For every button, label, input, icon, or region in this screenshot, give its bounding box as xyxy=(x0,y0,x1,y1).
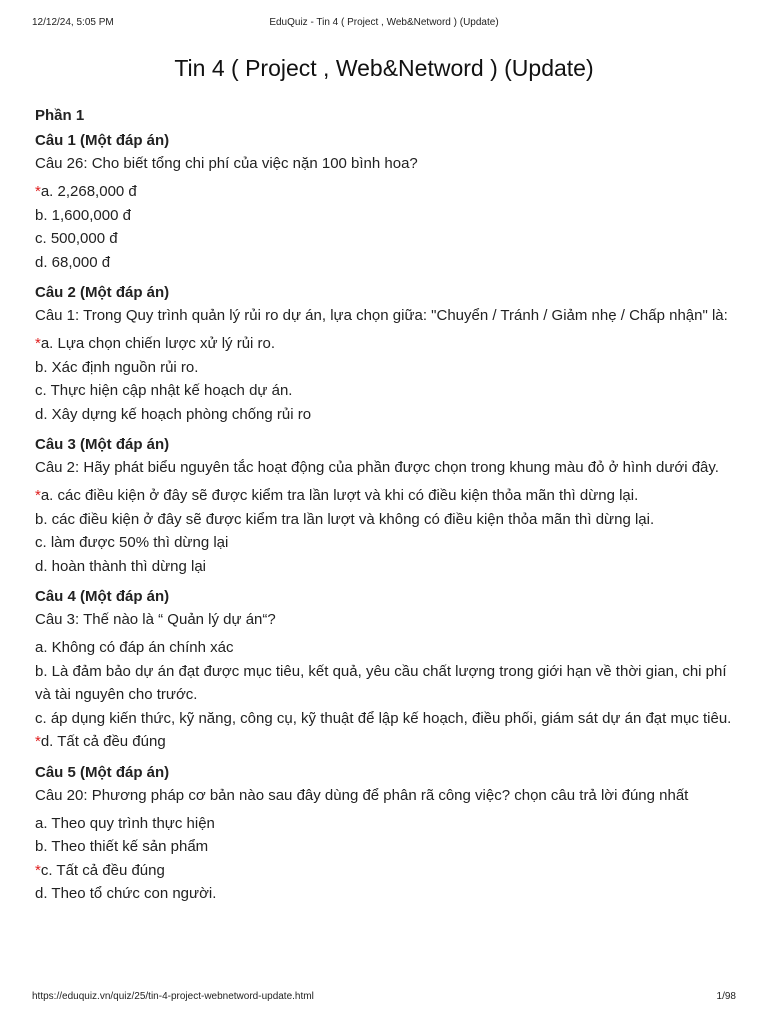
print-footer xyxy=(32,991,736,1005)
answer-option xyxy=(35,180,738,204)
answer-option xyxy=(35,227,738,251)
print-datetime: 12/12/24, 5:05 PM xyxy=(32,17,114,28)
correct-answer-mark: * xyxy=(35,861,41,879)
print-url: https://eduquiz.vn/quiz/25/tin-4-project-webnetword-update.html xyxy=(32,991,314,1002)
answer-option xyxy=(35,730,738,754)
answer-option xyxy=(35,707,738,731)
page-number: 1/98 xyxy=(716,991,736,1002)
answer-text: c. áp dụng kiến thức, kỹ năng, công cụ, kỹ thuật để lập kế hoạch, điều phối, giám sát dự án đạt mục tiêu. xyxy=(35,709,732,727)
answer-list xyxy=(35,180,738,274)
answer-option xyxy=(35,882,738,906)
question-header: Câu 3 (Một đáp án) xyxy=(35,436,170,453)
document-title: Tin 4 ( Project , Web&Netword ) (Update) xyxy=(174,55,594,81)
answer-option xyxy=(35,531,738,555)
answer-option xyxy=(35,251,738,275)
answer-text: c. làm được 50% thì dừng lại xyxy=(35,534,229,551)
answer-text: d. hoàn thành thì dừng lại xyxy=(35,557,207,575)
print-page-title: EduQuiz - Tin 4 ( Project , Web&Netword ) (Update) xyxy=(269,17,499,28)
answer-text: c. Tất cả đều đúng xyxy=(40,861,165,879)
answer-option xyxy=(35,835,738,859)
question-block xyxy=(35,282,738,426)
answer-text: b. Xác định nguồn rủi ro. xyxy=(35,358,199,376)
answer-text: b. Là đảm bảo dự án đạt được mục tiêu, kết quả, yêu cầu chất lượng trong giới hạn về thời gian, chi phí và tài nguyên cho trước. xyxy=(35,662,727,703)
answer-text: a. Lựa chọn chiến lược xử lý rủi ro. xyxy=(40,335,276,352)
answer-option xyxy=(35,660,738,707)
answer-option xyxy=(35,332,738,356)
question-header: Câu 4 (Một đáp án) xyxy=(35,588,170,605)
answer-option xyxy=(35,484,738,508)
answer-text: d. Tất cả đều đúng xyxy=(40,733,166,750)
answer-text: a. các điều kiện ở đây sẽ được kiểm tra lần lượt và khi có điều kiện thỏa mãn thì dừng lại. xyxy=(40,487,639,504)
question-block xyxy=(35,434,738,578)
question-text: Câu 26: Cho biết tổng chi phí của việc nặn 100 bình hoa? xyxy=(35,155,418,172)
answer-option xyxy=(35,555,738,579)
answer-text: b. các điều kiện ở đây sẽ được kiểm tra lần lượt và không có điều kiện thỏa mãn thì dừng lại. xyxy=(35,510,655,528)
answer-text: d. Theo tổ chức con người. xyxy=(35,885,217,902)
answer-option xyxy=(35,859,738,883)
answer-option xyxy=(35,356,738,380)
correct-answer-mark: * xyxy=(35,335,41,352)
answer-text: b. Theo thiết kế sản phẩm xyxy=(35,838,209,855)
question-text: Câu 3: Thế nào là “ Quản lý dự án“? xyxy=(35,611,276,628)
answer-option xyxy=(35,636,738,660)
answer-option xyxy=(35,508,738,532)
correct-answer-mark: * xyxy=(35,487,41,504)
answer-list xyxy=(35,812,738,906)
answer-text: c. Thực hiện cập nhật kế hoạch dự án. xyxy=(35,382,293,399)
question-list xyxy=(35,130,738,906)
answer-text: a. Theo quy trình thực hiện xyxy=(35,814,215,832)
question-header: Câu 2 (Một đáp án) xyxy=(35,284,170,301)
answer-list xyxy=(35,636,738,754)
correct-answer-mark: * xyxy=(35,183,41,200)
print-header xyxy=(32,17,736,31)
answer-text: c. 500,000 đ xyxy=(35,230,118,247)
question-text: Câu 1: Trong Quy trình quản lý rủi ro dự án, lựa chọn giữa: "Chuyển / Tránh / Giảm nhẹ / Chấp nhận" là: xyxy=(35,307,728,324)
question-block xyxy=(35,586,738,754)
answer-list xyxy=(35,484,738,578)
answer-text: d. 68,000 đ xyxy=(35,253,111,271)
answer-option xyxy=(35,812,738,836)
correct-answer-mark: * xyxy=(35,733,41,750)
answer-list xyxy=(35,332,738,426)
answer-option xyxy=(35,379,738,403)
question-header: Câu 5 (Một đáp án) xyxy=(35,763,170,781)
answer-option xyxy=(35,204,738,228)
question-block xyxy=(35,130,738,274)
question-text: Câu 2: Hãy phát biểu nguyên tắc hoạt động của phần được chọn trong khung màu đỏ ở hình dưới đây. xyxy=(35,459,719,476)
answer-text: b. 1,600,000 đ xyxy=(35,206,131,224)
section-label: Phần 1 xyxy=(35,107,85,124)
answer-option xyxy=(35,403,738,427)
question-header: Câu 1 (Một đáp án) xyxy=(35,132,170,149)
answer-text: d. Xây dựng kế hoạch phòng chống rủi ro xyxy=(35,405,312,423)
question-block xyxy=(35,762,738,906)
answer-text: a. 2,268,000 đ xyxy=(40,183,137,200)
quiz-content xyxy=(35,106,738,914)
question-text: Câu 20: Phương pháp cơ bản nào sau đây dùng để phân rã công việc? chọn câu trả lời đúng nhất xyxy=(35,786,689,804)
answer-text: a. Không có đáp án chính xác xyxy=(35,639,234,656)
